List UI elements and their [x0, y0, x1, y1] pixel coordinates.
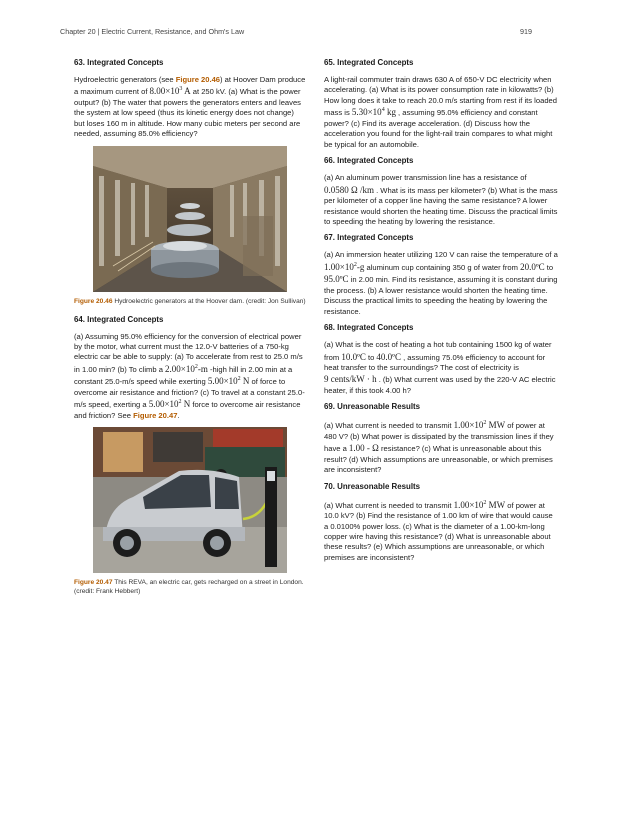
- math-expression: $5.30\times 10^4$ kg: [351, 107, 396, 118]
- figure-caption: Figure 20.47 This REVA, an electric car, gets recharged on a street in London. (credit: Frank Hebbert): [74, 579, 304, 596]
- problem-title: 67. Integrated Concepts: [324, 233, 414, 243]
- problem-65: [324, 58, 558, 150]
- problem-text: A light-rail commuter train draws 630 A of 650-V DC electricity when accelerating. (a) What is its power consumption rate in kilowatts? (b) How long does it take to reach 20.0 m/s starting from rest if its loaded mass is $5.30\times 10^4$ kg , assuming 95.0% efficiency and constant power? (c) Find its average acceleration. (d) Discuss how the acceleration you found for the light-rail train compares to what might be typical for an automobile.: [324, 74, 557, 149]
- problem-text: Hydroelectric generators (see Figure 20.46) at Hoover Dam produce a maximum current of $8.00\times 10^3$ A at 250 kV. (a) What is the power output? (b) The water that powers the generators enters and leaves the system at low speed (thus its kinetic energy does not change) but loses 160 m in altitude. How many cubic meters per second are needed, assuming 85.0% efficiency?: [74, 74, 306, 139]
- problem-70: [324, 482, 558, 564]
- problem-69: [324, 402, 558, 475]
- math-expression: 9 cents/kW · h: [324, 374, 377, 385]
- problem-title: 63. Integrated Concepts: [74, 58, 164, 67]
- problem-text: (a) An aluminum power transmission line has a resistance of 0.0580 Ω /km . What is its mass per kilometer? (b) What is the mass per kilometer of a copper line having the same resistance? A lower resistance would shorten the heating time. Discuss the practical limits to speeding the heating by lowering the resistance.: [324, 173, 558, 226]
- problem-64: [74, 315, 306, 422]
- problem-text: (a) An immersion heater utilizing 120 V can raise the temperature of a $1.00\times 10^2-g$ aluminum cup containing 350 g of water from 20.0ºC to 95.0ºC in 2.00 min. Find its resistance, assuming it is constant during the process. (b) A lower resistance would shorten the heating time. Discuss the practical limits to speeding the heating by lowering the resistance.: [324, 250, 558, 316]
- problem-title: 65. Integrated Concepts: [324, 58, 414, 67]
- problem-title: 64. Integrated Concepts: [74, 314, 164, 324]
- math-expression: 1.00 - Ω: [348, 443, 379, 454]
- problem-67: [324, 233, 558, 317]
- problem-title: 68. Integrated Concepts: [324, 323, 414, 333]
- figure-link[interactable]: Figure 20.46: [175, 74, 221, 84]
- electric-car-photo: [93, 427, 287, 573]
- page-number: 919: [520, 27, 532, 36]
- left-column: [74, 58, 306, 605]
- right-column: [324, 58, 558, 569]
- figure-link[interactable]: Figure 20.47: [133, 410, 178, 420]
- math-expression: $5.00\times 10^2$ N: [207, 376, 250, 387]
- figure-20-47: [74, 427, 306, 597]
- math-expression: $5.00\times 10^2$ N: [148, 399, 191, 410]
- math-expression: 0.0580 Ω /km: [324, 184, 374, 195]
- chapter-title: Chapter 20 | Electric Current, Resistance, and Ohm's Law: [60, 27, 245, 36]
- problem-title: 69. Unreasonable Results: [324, 402, 421, 412]
- problem-63: [74, 58, 306, 140]
- hoover-dam-generators-photo: [93, 146, 287, 292]
- problem-68: [324, 323, 558, 396]
- problem-text: (a) What current is needed to transmit $1.00\times 10^2$ MW of power at 480 V? (b) What power is dissipated by the transmission lines if they have a 1.00 - Ω resistance? (c) What is unreasonable about this result? (d) Which assumptions are unreasonable, or which premises are inconsistent?: [324, 420, 554, 475]
- math-expression: $1.00\times 10^2$ MW: [453, 420, 506, 431]
- problem-title: 70. Unreasonable Results: [324, 481, 421, 491]
- math-expression: 10.0ºC: [341, 351, 366, 362]
- page-header: [60, 27, 532, 39]
- figure-20-46: [74, 146, 306, 307]
- problem-text: (a) Assuming 95.0% efficiency for the conversion of electrical power by the motor, what current must the 12.0-V batteries of a 750-kg electric car be able to supply: (a) To accelerate from rest to 25.0 m/s in 1.00 min? (b) To climb a $2.00\times 10^2-m$ -high hill in 2.00 min at a constant 25.0-m/s speed while exerting $5.00\times 10^2$ N of force to overcome air resistance and friction? (c) To travel at a constant 25.0-m/s speed, exerting a $5.00\times 10^2$ N force to overcome air resistance and friction? See Figure 20.47.: [74, 331, 305, 420]
- figure-caption: Figure 20.46 Hydroelectric generators at the Hoover dam. (credit: Jon Sullivan): [74, 297, 306, 305]
- math-expression: $2.00\times 10^2-m$: [165, 363, 208, 374]
- math-expression: 20.0ºC: [520, 261, 545, 272]
- problem-text: (a) What current is needed to transmit $1.00\times 10^2$ MW of power at 10.0 kV? (b) Find the resistance of 1.00 km of wire that would cause a 0.0100% power loss. (c) What is the diameter of a 1.00-km-long copper wire having this resistance? (d) What is unreasonable about these results? (e) Which assumptions are unreasonable, or which premises are inconsistent?: [324, 499, 553, 562]
- problem-title: 66. Integrated Concepts: [324, 156, 414, 166]
- math-expression: 95.0ºC: [324, 274, 349, 285]
- math-expression: $1.00\times 10^2-g$: [324, 261, 365, 272]
- problem-text: (a) What is the cost of heating a hot tub containing 1500 kg of water from 10.0ºC to 40.0ºC , assuming 75.0% efficiency to account for heat transfer to the surroundings? The cost of electricity is 9 cents/kW · h . (b) What current was used by the 220-V AC electric heater, if this took 4.00 h?: [324, 340, 556, 395]
- math-expression: $8.00\times 10^3$ A: [149, 86, 191, 97]
- math-expression: 40.0ºC: [376, 351, 401, 362]
- math-expression: $1.00\times 10^2$ MW: [453, 499, 506, 510]
- problem-66: [324, 156, 558, 227]
